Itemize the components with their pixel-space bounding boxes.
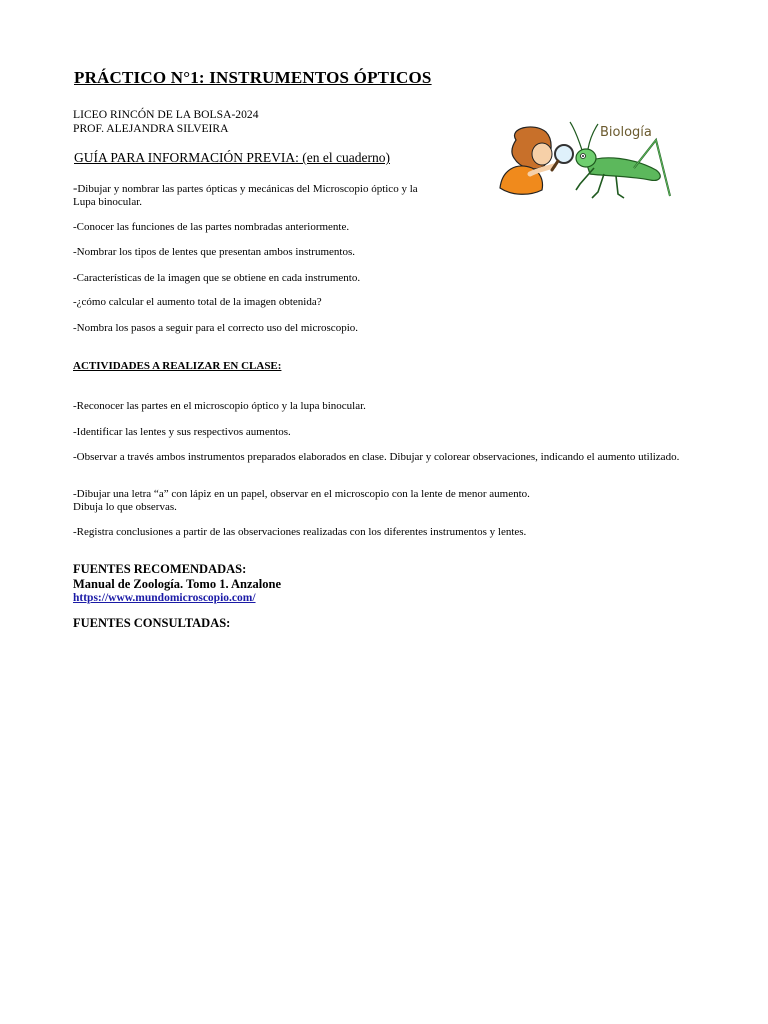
logo-word: Biología: [600, 125, 652, 140]
page-title: PRÁCTICO N°1: INSTRUMENTOS ÓPTICOS: [74, 68, 432, 87]
recommended-link[interactable]: https://www.mundomicroscopio.com/: [73, 592, 256, 604]
guide-item: -¿cómo calcular el aumento total de la imagen obtenida?: [73, 296, 322, 308]
activity-item: -Registra conclusiones a partir de las observaciones realizadas con los diferentes instrumentos y lentes.: [73, 526, 527, 538]
recommended-sources-heading: FUENTES RECOMENDADAS:: [73, 562, 247, 576]
activities-heading: ACTIVIDADES A REALIZAR EN CLASE:: [73, 360, 282, 372]
activity-item: -Reconocer las partes en el microscopio óptico y la lupa binocular.: [73, 400, 366, 412]
guide-item: -Nombra los pasos a seguir para el correcto uso del microscopio.: [73, 322, 358, 334]
recommended-book: Manual de Zoología. Tomo 1. Anzalone: [73, 577, 282, 591]
teacher-name: PROF. ALEJANDRA SILVEIRA: [73, 122, 229, 135]
biology-logo-icon: [494, 118, 688, 206]
activity-item: -Identificar las lentes y sus respectivos aumentos.: [73, 426, 291, 438]
guide-item: -Nombrar los tipos de lentes que presentan ambos instrumentos.: [73, 246, 355, 258]
consulted-sources-heading: FUENTES CONSULTADAS:: [73, 616, 231, 630]
guide-heading: GUÍA PARA INFORMACIÓN PREVIA: (en el cuaderno): [74, 150, 390, 165]
activity-item: -Observar a través ambos instrumentos preparados elaborados en clase. Dibujar y colorear observaciones, indicando el aumento utilizado.: [73, 451, 680, 463]
guide-item: -Conocer las funciones de las partes nombradas anteriormente.: [73, 221, 350, 233]
activity-item: Dibuja lo que observas.: [73, 501, 177, 513]
school-name: LICEO RINCÓN DE LA BOLSA-2024: [73, 108, 259, 121]
activity-item: -Dibujar una letra “a” con lápiz en un papel, observar en el microscopio con la lente de menor aumento.: [73, 488, 530, 500]
guide-item: -Dibujar y nombrar las partes ópticas y mecánicas del Microscopio óptico y la Lupa binocular.: [73, 180, 418, 208]
guide-item: -Características de la imagen que se obtiene en cada instrumento.: [73, 272, 361, 284]
